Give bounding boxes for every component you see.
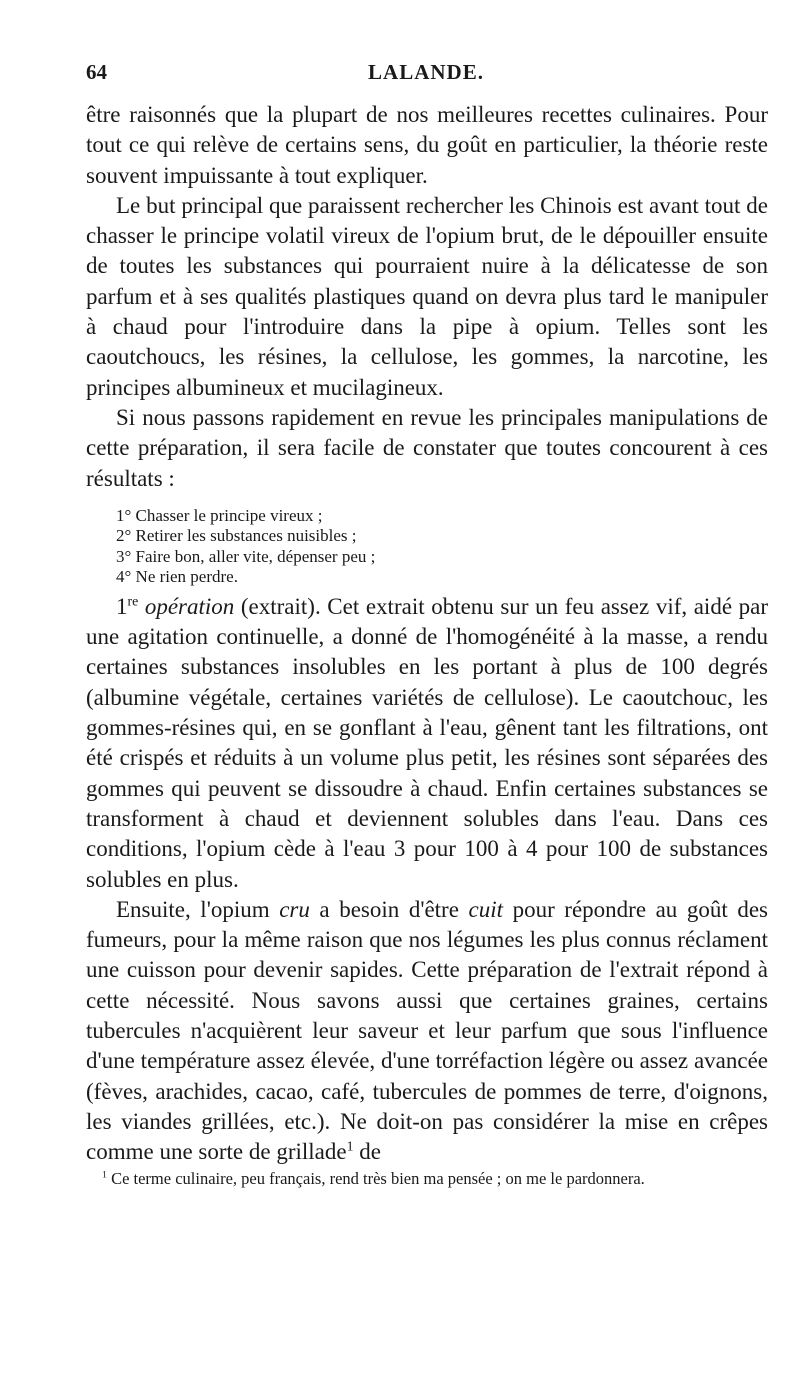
operation-text: (extrait). Cet extrait obtenu sur un feu assez vif, aidé par une agitation continuelle, a donné de l'homogénéité à la masse, a rendu certaines substances insolubles en les portant à plus de 100 degrés (albumine végétale, certaines variétés de cellulose). Le caoutchouc, les gommes-résines qui, en se gonflant à l'eau, gênent tant les filtrations, ont été crispés et réduits à un volume plus petit, les résines sont séparées des gommes qui peuvent se dissoudre à chaud. Enfin certaines substances se transforment à chaud et deviennent solubles dans l'eau. Dans ces conditions, l'opium cède à l'eau 3 pour 100 à 4 pour 100 de substances solubles en plus. (86, 593, 769, 892)
paragraph-5-text-a: Ensuite, l'opium (116, 896, 280, 922)
steps-list (86, 506, 768, 588)
operation-title: opération (144, 593, 235, 619)
running-head: LALANDE. (368, 60, 484, 84)
italic-cuit: cuit (468, 896, 503, 922)
footnote-mark: 1 (102, 1169, 107, 1180)
footnote-reference: 1 (346, 1138, 354, 1154)
paragraph-5 (86, 895, 768, 1168)
list-item: 3° Faire bon, aller vite, dépenser peu ; (116, 546, 376, 566)
paragraph-5-text-b: a besoin d'être (309, 896, 469, 922)
operation-number-suffix: re (127, 593, 139, 609)
page-body (86, 100, 768, 1189)
paragraph-2: Le but principal que paraissent rechercher les Chinois est avant tout de chasser le principe volatil vireux de l'opium brut, de le dépouiller ensuite de toutes les substances qui pourraient nuire à la délicatesse de son parfum et à ses qualités plastiques quand on devra plus tard le manipuler à chaud pour l'introduire dans la pipe à opium. Telles sont les caoutchoucs, les résines, la cellulose, les gommes, la narcotine, les principes albumineux et mucilagineux. (86, 192, 768, 400)
list-item: 2° Retirer les substances nuisibles ; (116, 526, 357, 546)
operation-number: 1 (116, 593, 128, 619)
footnote (86, 1168, 768, 1189)
italic-cru: cru (279, 896, 310, 922)
paragraph-operation (86, 592, 768, 895)
paragraph-3: Si nous passons rapidement en revue les principales manipulations de cette préparation, il sera facile de constater que toutes concourent à ces résultats : (86, 404, 768, 491)
page-header (86, 60, 766, 90)
paragraph-5-text-c: pour répondre au goût des fumeurs, pour la même raison que nos légumes les plus connus réclament une cuisson pour devenir sapides. Cette préparation de l'extrait répond à cette nécessité. Nous savons aussi que certaines graines, certains tubercules n'acquièrent leur saveur et leur parfum que sous l'influence d'une température assez élevée, d'une torréfaction légère ou assez avancée (fèves, arachides, cacao, café, tubercules de pommes de terre, d'oignons, les viandes grillées, etc.). Ne doit-on pas considérer la mise en crêpes comme une sorte de grillade (86, 896, 768, 1165)
paragraph-1: être raisonnés que la plupart de nos meilleures recettes culinaires. Pour tout ce qui relève de certains sens, du goût en particulier, la théorie reste souvent impuissante à tout expliquer. (86, 102, 768, 188)
footnote-text: Ce terme culinaire, peu français, rend très bien ma pensée ; on me le pardonnera. (106, 1168, 645, 1188)
page-number: 64 (86, 60, 107, 84)
list-item: 1° Chasser le principe vireux ; (116, 505, 323, 525)
list-item: 4° Ne rien perdre. (116, 567, 238, 587)
paragraph-5-text-d: de (353, 1139, 381, 1165)
